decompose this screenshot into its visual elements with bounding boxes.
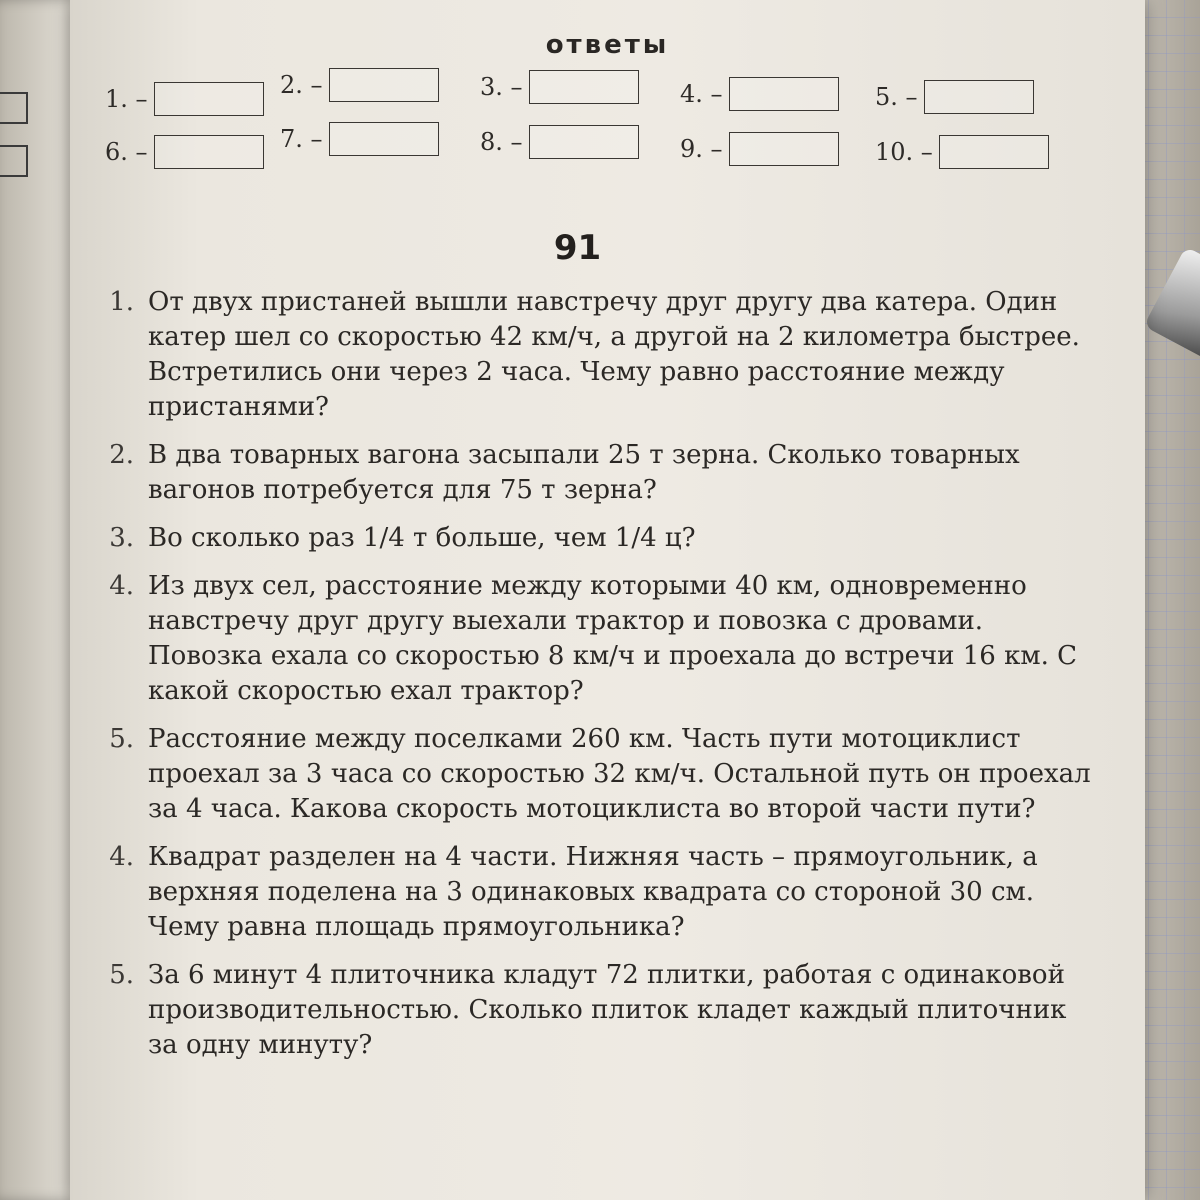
answer-slot-3 [480,70,639,104]
answer-label: 8. – [480,128,523,156]
answer-box[interactable] [154,135,264,169]
answer-label: 10. – [875,138,933,166]
answer-box[interactable] [729,77,839,111]
answer-label: 1. – [105,85,148,113]
answer-box[interactable] [329,68,439,102]
problem-text: Из двух сел, расстояние между которыми 40 км, одновременно навстречу друг другу выехали трактор и повозка с дровами. Повозка ехала со скоростью 8 км/ч и проехала до встречи 16 км. С какой скоростью ехал трактор? [148,571,1078,706]
problem-number: 2. [109,440,134,470]
problem-text: В два товарных вагона засыпали 25 т зерна. Сколько товарных вагонов потребуется для 75 т зерна? [148,440,1020,505]
answer-box[interactable] [729,132,839,166]
answers-heading: ответы [545,30,670,60]
answer-slot-6 [105,135,264,169]
answer-box[interactable] [939,135,1049,169]
page-number: 91 [553,228,602,268]
answer-slot-9 [680,132,839,166]
problem-item [90,958,1100,1063]
answer-label: 5. – [875,83,918,111]
answer-box[interactable] [329,122,439,156]
problem-number: 4. [109,842,134,872]
answer-label: 9. – [680,135,723,163]
answer-slot-1 [105,82,264,116]
answer-box[interactable] [154,82,264,116]
problem-item [90,285,1100,425]
answer-slot-5 [875,80,1034,114]
answer-box[interactable] [529,125,639,159]
problem-text: Квадрат разделен на 4 части. Нижняя часть – прямоугольник, а верхняя поделена на 3 одинаковых квадрата со стороной 30 см. Чему равна площадь прямоугольника? [148,842,1038,942]
problem-item [90,521,1100,556]
answer-label: 3. – [480,73,523,101]
problem-number: 5. [109,960,134,990]
problem-text: Во сколько раз 1/4 т больше, чем 1/4 ц? [148,523,696,553]
problem-text: Расстояние между поселками 260 км. Часть пути мотоциклист проехал за 3 часа со скоростью 32 км/ч. Остальной путь он проехал за 4 часа. Какова скорость мотоциклиста во второй части пути? [148,724,1091,824]
answer-label: 2. – [280,71,323,99]
answer-box[interactable] [924,80,1034,114]
answer-label: 6. – [105,138,148,166]
answer-slot-4 [680,77,839,111]
left-page-answer-box [0,92,28,124]
answer-box[interactable] [529,70,639,104]
answer-label: 4. – [680,80,723,108]
answer-slot-8 [480,125,639,159]
problem-item [90,722,1100,827]
left-page-answer-box [0,145,28,177]
problem-item [90,840,1100,945]
answer-slot-10 [875,135,1049,169]
problem-item [90,569,1100,709]
problem-number: 1. [109,287,134,317]
problem-list [90,285,1100,1076]
problem-number: 4. [109,571,134,601]
problem-text: За 6 минут 4 плиточника кладут 72 плитки, работая с одинаковой производительностью. Сколько плиток кладет каждый плиточник за одну минуту? [148,960,1067,1060]
answer-label: 7. – [280,125,323,153]
problem-number: 5. [109,724,134,754]
workbook-page [70,0,1145,1200]
answer-slot-2 [280,68,439,102]
problem-item [90,438,1100,508]
answer-slot-7 [280,122,439,156]
problem-text: От двух пристаней вышли навстречу друг другу два катера. Один катер шел со скоростью 42 км/ч, а другой на 2 километра быстрее. Встретились они через 2 часа. Чему равно расстояние между пристанями? [148,287,1080,422]
problem-number: 3. [109,523,134,553]
